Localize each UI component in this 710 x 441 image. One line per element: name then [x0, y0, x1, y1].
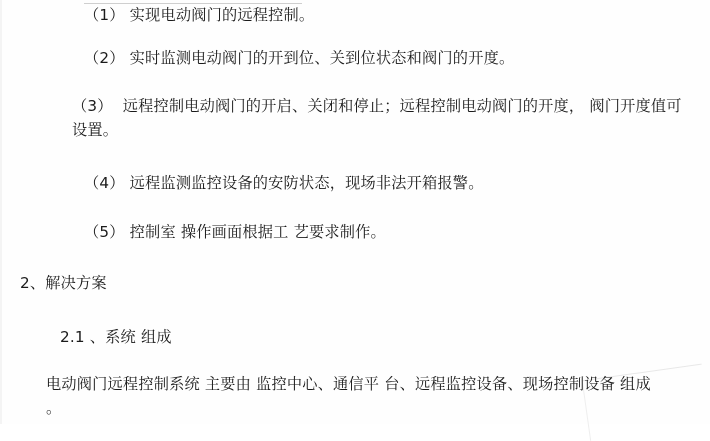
list-item-3: （3） 远程控制电动阀门的开启、关闭和停止；远程控制电动阀门的开度， 阀门开度值可设置。 — [72, 97, 682, 139]
body-paragraph: 电动阀门远程控制系统 主要由 监控中心、通信平 台、远程监控设备、现场控制设备 组成 。 — [46, 375, 656, 417]
list-item-4: （4） 远程监测监控设备的安防状态，现场非法开箱报警。 — [84, 174, 484, 192]
list-item-2: （2） 实时监测电动阀门的开到位、关到位状态和阀门的开度。 — [84, 49, 515, 67]
scan-artifact-edge — [0, 0, 2, 424]
list-item-1: （1） 实现电动阀门的远程控制。 — [84, 6, 315, 24]
section-heading-2: 2、解决方案 — [20, 274, 107, 292]
list-item-5: （5） 控制室 操作画面根据工 艺要求制作。 — [84, 223, 386, 241]
section-heading-2-1: 2.1 、系统 组成 — [60, 328, 172, 346]
